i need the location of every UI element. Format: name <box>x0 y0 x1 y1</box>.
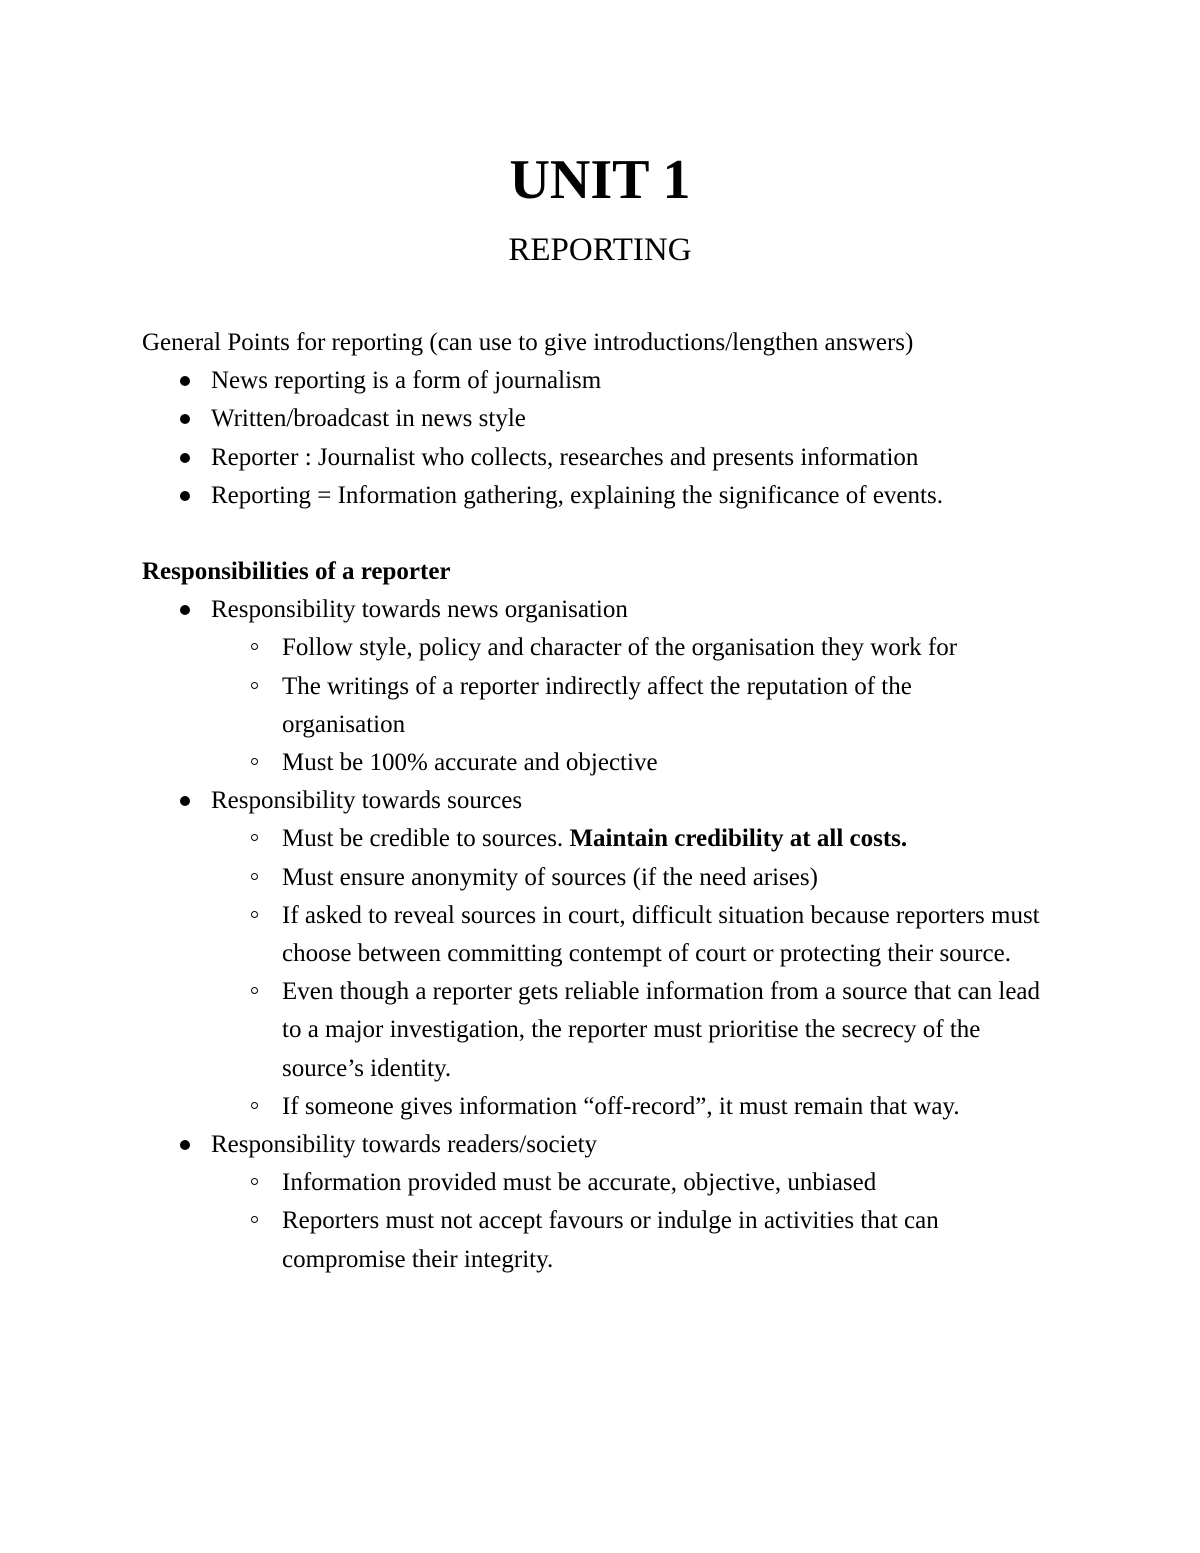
bullet-circle-icon <box>251 834 258 841</box>
sub-point-text: Must be credible to sources. <box>282 825 570 853</box>
bullet-circle-icon <box>251 758 258 765</box>
sub-point-text: Must ensure anonymity of sources (if the need arises) <box>282 863 818 891</box>
category-label: Responsibility towards news organisation <box>211 596 628 624</box>
bullet-disc-icon <box>180 414 190 424</box>
sub-point-text: Reporters must not accept favours or indulge in activities that can compromise their integrity. <box>282 1207 939 1273</box>
responsibility-category <box>142 782 1082 820</box>
general-point-text: Reporter : Journalist who collects, researches and presents information <box>211 443 919 471</box>
sub-point-text: Follow style, policy and character of the organisation they work for <box>282 634 958 662</box>
sub-point <box>142 1088 1082 1126</box>
sub-point-text: The writings of a reporter indirectly affect the reputation of the organisation <box>282 672 912 738</box>
bullet-circle-icon <box>251 1102 258 1109</box>
document-body <box>142 324 1082 1279</box>
section-spacer <box>142 515 1082 553</box>
bullet-circle-icon <box>251 643 258 650</box>
bullet-circle-icon <box>251 1178 258 1185</box>
responsibility-category <box>142 1126 1082 1164</box>
sub-point-text: Information provided must be accurate, objective, unbiased <box>282 1169 877 1197</box>
document-title: UNIT 1 <box>509 149 691 211</box>
bullet-circle-icon <box>251 911 258 918</box>
sub-point <box>142 973 1082 1088</box>
bullet-disc-icon <box>180 491 190 501</box>
sub-point <box>142 629 1082 667</box>
category-label: Responsibility towards sources <box>211 787 523 815</box>
sub-point-text: Must be 100% accurate and objective <box>282 749 658 777</box>
bullet-circle-icon <box>251 682 258 689</box>
bullet-circle-icon <box>251 873 258 880</box>
general-points-intro: General Points for reporting (can use to give introductions/lengthen answers) <box>142 329 914 356</box>
category-label: Responsibility towards readers/society <box>211 1131 598 1159</box>
sub-point <box>142 859 1082 897</box>
general-point-text: Written/broadcast in news style <box>211 405 526 433</box>
responsibilities-heading: Responsibilities of a reporter <box>142 558 451 586</box>
bullet-disc-icon <box>180 1140 190 1150</box>
general-point <box>142 400 1082 438</box>
bullet-disc-icon <box>180 453 190 463</box>
sub-point <box>142 1202 1082 1278</box>
bullet-disc-icon <box>180 605 190 615</box>
bullet-circle-icon <box>251 987 258 994</box>
sub-point-text: Even though a reporter gets reliable information from a source that can lead to a major investigation, the reporter must prioritise the secrecy of the source’s identity. <box>282 978 1041 1082</box>
sub-point <box>142 668 1082 744</box>
sub-point <box>142 1164 1082 1202</box>
general-point-text: News reporting is a form of journalism <box>211 367 602 395</box>
bullet-disc-icon <box>180 376 190 386</box>
sub-point <box>142 897 1082 973</box>
general-point <box>142 439 1082 477</box>
document-subtitle: REPORTING <box>508 232 692 268</box>
sub-point-emphasis: Maintain credibility at all costs. <box>569 825 908 853</box>
responsibility-category <box>142 591 1082 629</box>
general-point <box>142 362 1082 400</box>
bullet-circle-icon <box>251 1216 258 1223</box>
sub-point-text: If someone gives information “off-record”, it must remain that way. <box>282 1092 960 1120</box>
sub-point <box>142 820 1082 858</box>
bullet-disc-icon <box>180 796 190 806</box>
sub-point-text: If asked to reveal sources in court, difficult situation because reporters must choose between committing contempt of court or protecting their source. <box>282 901 1040 968</box>
general-point-text: Reporting = Information gathering, explaining the significance of events. <box>211 481 943 509</box>
general-point <box>142 477 1082 515</box>
sub-point <box>142 744 1082 782</box>
